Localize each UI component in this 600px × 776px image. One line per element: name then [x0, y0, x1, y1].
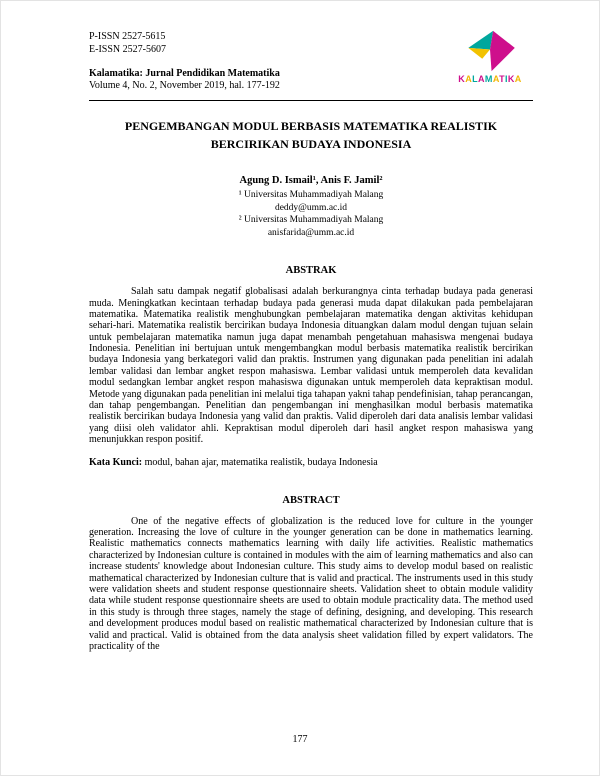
header-divider — [89, 100, 533, 101]
journal-logo — [447, 29, 533, 84]
authors-line: Agung D. Ismail¹, Anis F. Jamil² — [239, 175, 383, 186]
affiliations — [89, 189, 533, 239]
affiliation-line: ¹ Universitas Muhammadiyah Malang — [238, 190, 384, 200]
abstract-heading: ABSTRACT — [282, 494, 340, 506]
abstrak-heading: ABSTRAK — [285, 265, 337, 277]
volume-line: Volume 4, No. 2, November 2019, hal. 177-192 — [89, 80, 280, 91]
logo-shape-teal — [468, 31, 493, 50]
keywords-line — [89, 457, 533, 469]
p-issn: P-ISSN 2527-5615 — [89, 31, 166, 42]
article-title: PENGEMBANGAN MODUL BERBASIS MATEMATIKA REALISTIK BERCIRIKAN BUDAYA INDONESIA — [124, 119, 498, 151]
keywords-label: Kata Kunci: — [89, 456, 143, 468]
page-number: 177 — [292, 734, 308, 745]
abstract-body: One of the negative effects of globalization is the reduced love for culture in the younger generation. Increasing the love of culture in the younger generation can be done in mathematics learning. Realistic mathematics connects mathematics learning with daily life activities. Realistic mathematics characterized by Indonesian culture is contained in modules with the aim of learning mathematics and also can increase students' knowledge about Indonesian culture. This study aims to develop modul based on realistic mathematical characterized by Indonesian culture that is valid and practical. The instruments used in this study were validation sheets and student response questionnaire sheets. Validation sheet to obtain module validity data while student response questionnaire sheets are used to obtain module practicality data. The method used in this study is through three stages, namely the stage of defining, designing, and developing. This research and development produces modul based on realistic mathematical characterized by Indonesian culture that is valid and practical. Valid is obtained from the data analysis sheet validation filled by expert validators. The practicality of the — [89, 515, 533, 652]
author-email: deddy@umm.ac.id — [274, 202, 348, 213]
journal-name: Kalamatika: Jurnal Pendidikan Matematika — [89, 68, 280, 79]
journal-header — [89, 31, 533, 91]
kalamatika-kite-icon — [459, 29, 521, 73]
e-issn: E-ISSN 2527-5607 — [89, 43, 166, 55]
journal-header-text — [89, 31, 280, 91]
logo-shape-yellow — [468, 48, 490, 59]
keywords-value: modul, bahan ajar, matematika realistik, budaya Indonesia — [142, 456, 378, 468]
logo-wordmark: KALAMATIKA — [458, 74, 522, 84]
author-email: anisfarida@umm.ac.id — [267, 227, 355, 238]
logo-shape-magenta — [490, 31, 515, 71]
abstrak-body: Salah satu dampak negatif globalisasi adalah berkurangnya cinta terhadap budaya pada generasi muda. Meningkatkan kecintaan terhadap budaya pada generasi muda dapat dilakukan pada pembelajaran matematika. Matematika realistik menghubungkan pembelajaran matematika dengan aktivitas kehidupan sehari-hari. Matematika realistik bercirikan budaya Indonesia dituangkan dalam modul dengan tujuan selain untuk pembelajaran matematika namun juga dapat menambah pengetahuan mahasiswa mengenai budaya Indonesia. Penelitian ini bertujuan untuk mengembangkan modul berbasis matematika realistik bercirikan budaya Indonesia yang berkategori valid dan praktis. Instrumen yang digunakan pada penelitian ini adalah lembar validasi dan lembar angket respon mahasiswa. Lembar validasi untuk memperoleh data kevalidan modul sedangkan lembar angket respon mahasiswa digunakan untuk memperoleh data kepraktisan modul. Metode yang digunakan pada penelitian ini melalui tiga tahapan yakni tahap pendefinisian, tahap perancangan, dan tahap pengembangan. Penelitian dan pengembangan ini menghasilkan modul berbasis matematika realistik bercirikan budaya Indonesia yang valid dan praktis. Valid diperoleh dari data analisis lembar validasi yang diisi oleh validator ahli. Kepraktisan modul diperoleh dari hasil angket respon mahasiswa yang menunjukkan respon positif. — [89, 286, 534, 446]
affiliation-line: ² Universitas Muhammadiyah Malang — [238, 215, 384, 226]
